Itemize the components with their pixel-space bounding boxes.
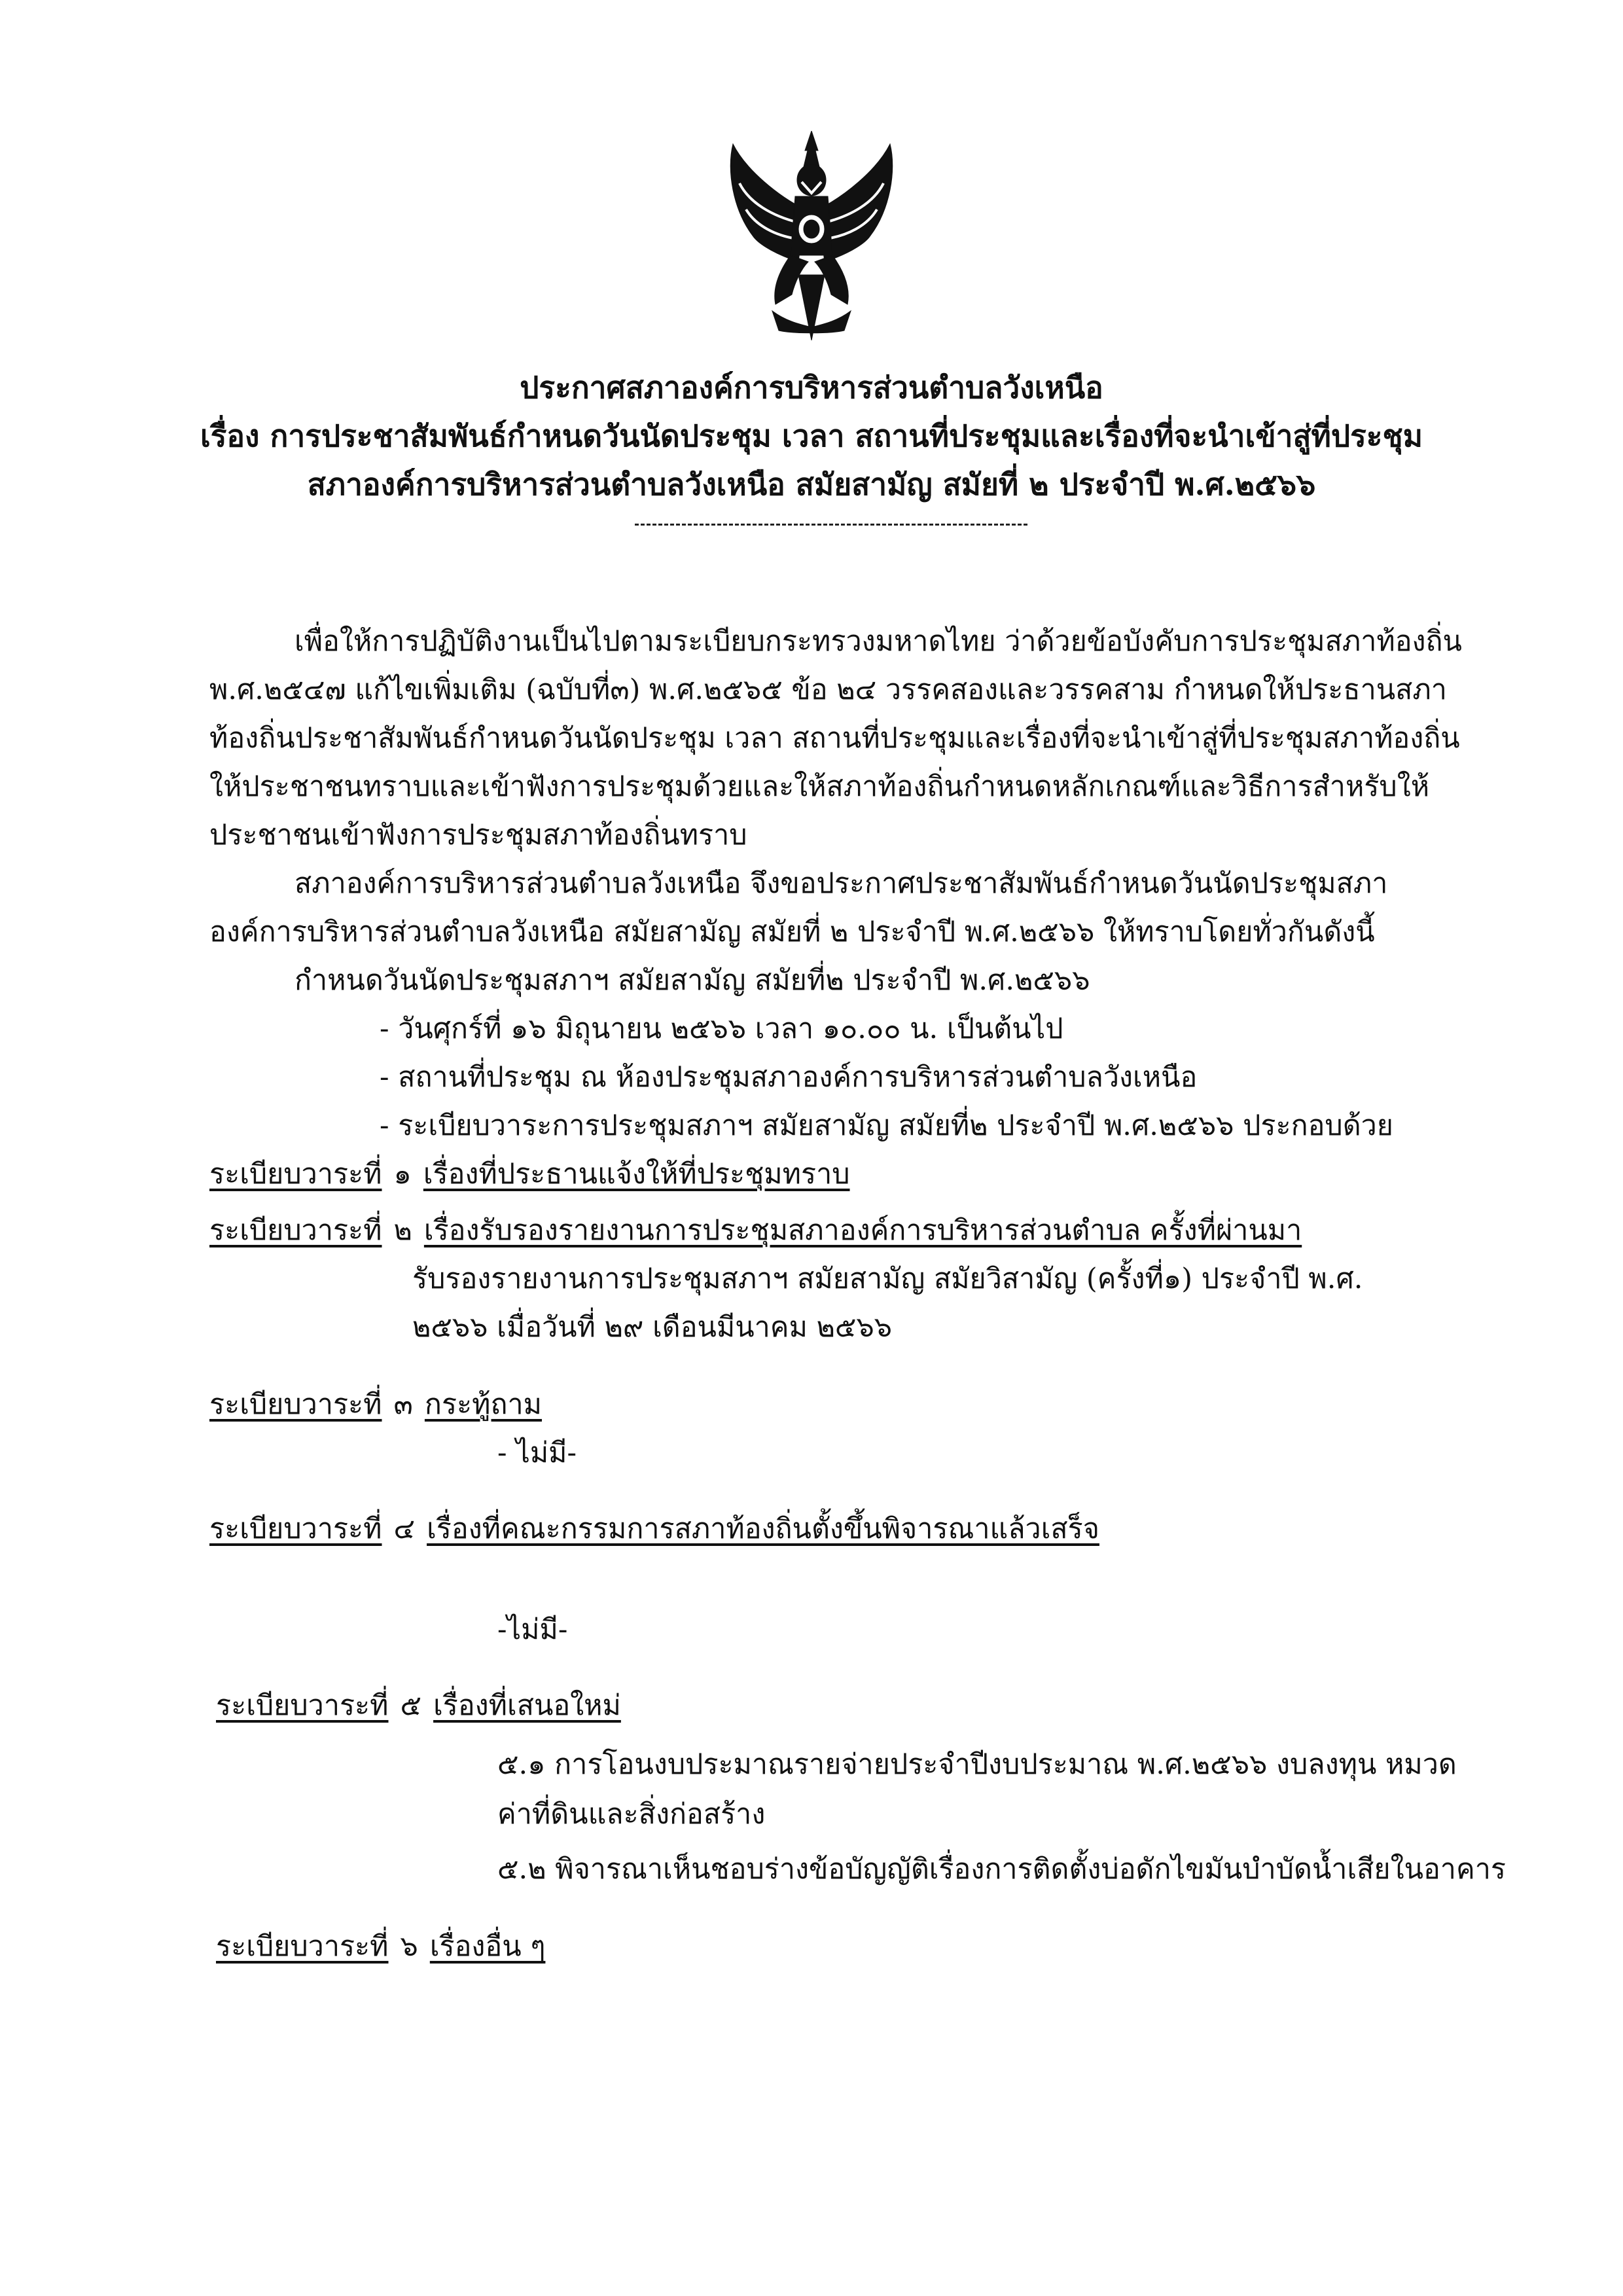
agenda-item <box>216 1927 545 1966</box>
agenda-title: เรื่องอื่น ๆ <box>429 1930 546 1963</box>
agenda-item <box>209 1509 1099 1549</box>
agenda-label: ระเบียบวาระที่ <box>209 1158 382 1191</box>
bullet-item: - ระเบียบวาระการประชุมสภาฯ สมัยสามัญ สมัยที่๒ ประจำปี พ.ศ.๒๕๖๖ ประกอบด้วย <box>380 1109 1393 1142</box>
bullet-item: - วันศุกร์ที่ ๑๖ มิถุนายน ๒๕๖๖ เวลา ๑๐.๐๐ น. เป็นต้นไป <box>380 1013 1063 1045</box>
agenda-title: เรื่องที่คณะกรรมการสภาท้องถิ่นตั้งขึ้นพิจารณาแล้วเสร็จ <box>427 1513 1099 1545</box>
agenda-detail: รับรองรายงานการประชุมสภาฯ สมัยสามัญ สมัยวิสามัญ (ครั้งที่๑) ประจำปี พ.ศ. <box>412 1263 1363 1295</box>
agenda-item <box>209 1385 542 1424</box>
agenda-detail: -ไม่มี- <box>497 1613 568 1646</box>
agenda-number: ๖ <box>400 1930 418 1963</box>
paragraph-line: ประชาชนเข้าฟังการประชุมสภาท้องถิ่นทราบ <box>209 819 747 852</box>
agenda-item <box>209 1211 1302 1250</box>
paragraph-line: เพื่อให้การปฏิบัติงานเป็นไปตามระเบียบกระทรวงมหาดไทย ว่าด้วยข้อบังคับการประชุมสภาท้องถิ่น <box>294 625 1462 658</box>
agenda-item <box>216 1686 621 1725</box>
paragraph-line: องค์การบริหารส่วนตำบลวังเหนือ สมัยสามัญ สมัยที่ ๒ ประจำปี พ.ศ.๒๕๖๖ ให้ทราบโดยทั่วกันดังนี้ <box>209 916 1375 948</box>
paragraph-line: ท้องถิ่นประชาสัมพันธ์กำหนดวันนัดประชุม เวลา สถานที่ประชุมและเรื่องที่จะนำเข้าสู่ที่ประชุมสภาท้องถิ่น <box>209 722 1460 755</box>
garuda-emblem-icon <box>720 131 903 340</box>
agenda-subitem: ๕.๒ พิจารณาเห็นชอบร่างข้อบัญญัติเรื่องการติดตั้งบ่อดักไขมันบำบัดน้ำเสียในอาคาร <box>497 1853 1506 1886</box>
agenda-label: ระเบียบวาระที่ <box>216 1689 389 1722</box>
agenda-number: ๕ <box>400 1689 422 1722</box>
agenda-item <box>209 1155 850 1194</box>
agenda-title: เรื่องรับรองรายงานการประชุมสภาองค์การบริหารส่วนตำบล ครั้งที่ผ่านมา <box>423 1214 1302 1247</box>
paragraph-line: พ.ศ.๒๕๔๗ แก้ไขเพิ่มเติม (ฉบับที่๓) พ.ศ.๒๕๖๕ ข้อ ๒๔ วรรคสองและวรรคสาม กำหนดให้ประธานสภา <box>209 673 1447 706</box>
bullet-item: - สถานที่ประชุม ณ ห้องประชุมสภาองค์การบริหารส่วนตำบลวังเหนือ <box>380 1061 1198 1094</box>
announcement-title: ประกาศสภาองค์การบริหารส่วนตำบลวังเหนือ <box>520 370 1103 405</box>
agenda-number: ๓ <box>393 1388 413 1421</box>
agenda-label: ระเบียบวาระที่ <box>209 1388 382 1421</box>
agenda-number: ๒ <box>393 1214 412 1247</box>
agenda-detail: ๒๕๖๖ เมื่อวันที่ ๒๙ เดือนมีนาคม ๒๕๖๖ <box>412 1311 893 1344</box>
agenda-title: กระทู้ถาม <box>424 1388 543 1421</box>
title-divider <box>635 524 1027 526</box>
agenda-label: ระเบียบวาระที่ <box>216 1930 389 1963</box>
paragraph-line: ให้ประชาชนทราบและเข้าฟังการประชุมด้วยและให้สภาท้องถิ่นกำหนดหลักเกณฑ์และวิธีการสำหรับให้ <box>209 770 1430 803</box>
agenda-detail: - ไม่มี- <box>497 1437 577 1469</box>
agenda-title: เรื่องที่เสนอใหม่ <box>433 1689 621 1722</box>
agenda-label: ระเบียบวาระที่ <box>209 1513 382 1545</box>
agenda-number: ๔ <box>393 1513 416 1545</box>
agenda-subitem: ๕.๑ การโอนงบประมาณรายจ่ายประจำปีงบประมาณ พ.ศ.๒๕๖๖ งบลงทุน หมวด <box>497 1748 1457 1781</box>
announcement-subject: เรื่อง การประชาสัมพันธ์กำหนดวันนัดประชุม เวลา สถานที่ประชุมและเรื่องที่จะนำเข้าสู่ที่ประชุม <box>200 418 1423 454</box>
agenda-label: ระเบียบวาระที่ <box>209 1214 382 1247</box>
agenda-number: ๑ <box>393 1158 412 1191</box>
paragraph-line: กำหนดวันนัดประชุมสภาฯ สมัยสามัญ สมัยที่๒ ประจำปี พ.ศ.๒๕๖๖ <box>294 964 1090 997</box>
agenda-title: เรื่องที่ประธานแจ้งให้ที่ประชุมทราบ <box>423 1158 850 1191</box>
paragraph-line: สภาองค์การบริหารส่วนตำบลวังเหนือ จึงขอประกาศประชาสัมพันธ์กำหนดวันนัดประชุมสภา <box>294 867 1388 900</box>
announcement-session: สภาองค์การบริหารส่วนตำบลวังเหนือ สมัยสามัญ สมัยที่ ๒ ประจำปี พ.ศ.๒๕๖๖ <box>307 467 1316 502</box>
agenda-subitem: ค่าที่ดินและสิ่งก่อสร้าง <box>497 1798 766 1831</box>
